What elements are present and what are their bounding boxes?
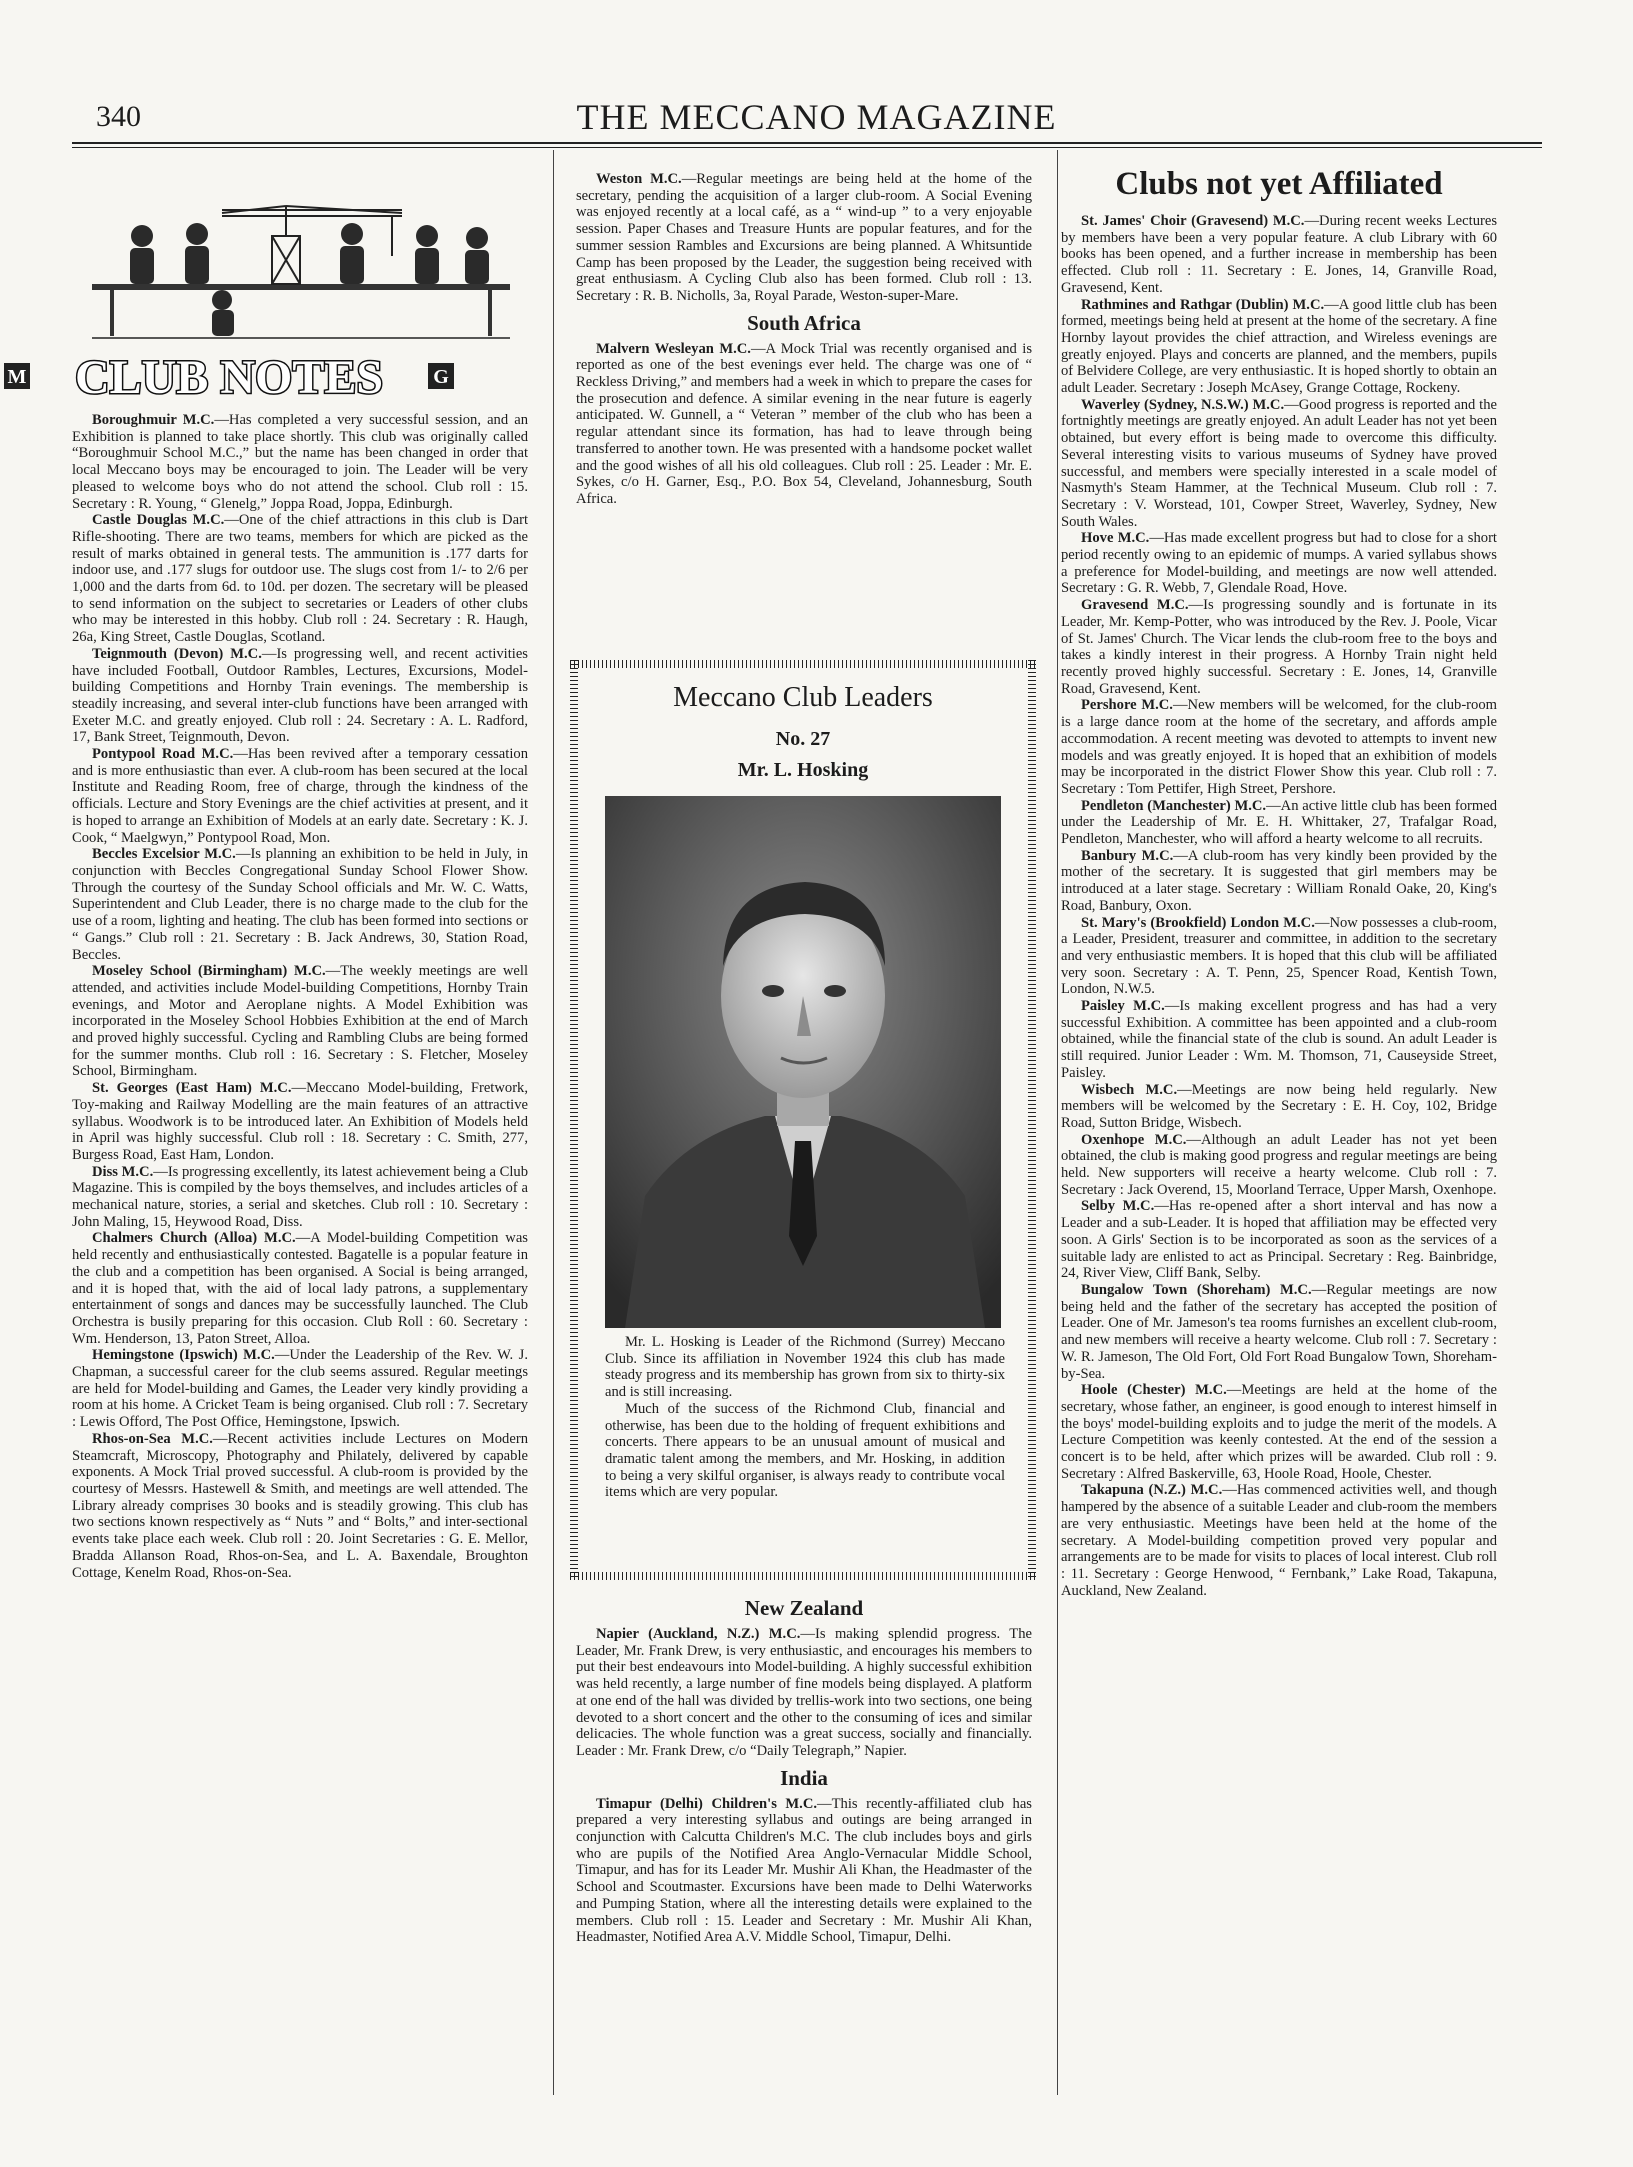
- club-name: Rathmines and Rathgar (Dublin) M.C.: [1081, 296, 1325, 313]
- club-name: Hemingstone (Ipswich) M.C.: [92, 1347, 275, 1364]
- club-name: St. Mary's (Brookfield) London M.C.: [1081, 914, 1315, 931]
- club-entry: [1061, 697, 1497, 797]
- club-entry: [576, 1796, 1032, 1946]
- club-entry: [72, 412, 528, 512]
- leaders-number: No. 27: [775, 728, 831, 750]
- magazine-title: THE MECCANO MAGAZINE: [576, 97, 1057, 137]
- column-2-top-entries: [576, 171, 1032, 305]
- club-text: —Recent activities include Lectures on Modern Steamcraft, Microscopy, Photography and Philately, delivered by capable exponents. A Mock Trial proved successful. A club-room is provided by the courtesy of Messrs. Hastewell & Smith, and meetings are well attended. The Library already comprises 30 books and is steadily growing. This club has two sections known respectively as “ Nuts ” and “ Bolts,” and inter-sectional events take place each week. Club roll : 20. Joint Secretaries : G. E. Mellor, Bradda Allanson Road, Rhos-on-Sea, and L. A. Baxendale, Broughton Cottage, Kenelm Road, Rhos-on-Sea.: [72, 1430, 528, 1581]
- club-entry: [576, 341, 1032, 508]
- club-name: Selby M.C.: [1081, 1198, 1155, 1215]
- club-text: —A Mock Trial was recently organised and is reported as one of the best evenings ever held. The charge was one of “ Reckless Driving,” and members had a week in which to prepare the cases for the prosecution and defence. A similar evening in the near future is eagerly anticipated. W. Gunnell, a “ Veteran ” member of the club who has been a regular attendant since its formation, has had to leave through being transferred to another town. He was presented with a handsome pocket wallet and the good wishes of all his old colleagues. Club roll : 25. Leader : Mr. E. Sykes, c/o H. Garner, Esq., P.O. Box 54, Cleveland, Johannesburg, South Africa.: [576, 340, 1033, 507]
- club-text: —Although an adult Leader has not yet been obtained, the club is making good progress and regular meetings are being held. New supporters will receive a hearty welcome. Club roll : 7. Secretary : Jack Overend, 15, Moorland Terrace, Upper Marsh, Oxenhope.: [1061, 1131, 1497, 1198]
- club-entry: [72, 746, 528, 846]
- club-entry: [1061, 848, 1497, 915]
- south-africa-heading: South Africa: [747, 310, 861, 335]
- club-text: —During recent weeks Lectures by members have been a very popular feature. A club Library with 60 books has been opened, and a further increase in membership has been effected. Club roll : 11. Secretary : E. Jones, 14, Granville Road, Gravesend, Kent.: [1061, 213, 1498, 296]
- club-entry: [1061, 1482, 1497, 1599]
- club-text: —One of the chief attractions in this club is Dart Rifle-shooting. There are two teams, members for which are picked as the result of marks obtained in general tests. The ammunition is .177 darts for indoor use, and .177 slugs for outdoor use. The slugs cost from 1/- to 2/6 per 1,000 and the darts from 6d. to 10d. per dozen. The secretary will be pleased to send information on the subject to secretaries or Leaders of other clubs who may be interested in this hobby. Club roll : 24. Secretary : R. Haugh, 26a, King Street, Castle Douglas, Scotland.: [72, 512, 528, 646]
- club-name: Takapuna (N.Z.) M.C.: [1081, 1482, 1223, 1499]
- club-text: —Is progressing excellently, its latest achievement being a Club Magazine. This is compiled by the boys themselves, and includes articles of a mechanical nature, stories, a serial and sketches. Club roll : 10. Secretary : John Maling, 15, Heywood Road, Diss.: [72, 1163, 528, 1230]
- club-name: Waverley (Sydney, N.S.W.) M.C.: [1081, 396, 1285, 413]
- header-rule-bottom: [72, 147, 1542, 148]
- club-entry: [576, 1626, 1032, 1760]
- club-name: Diss M.C.: [92, 1163, 154, 1180]
- club-name: Pendleton (Manchester) M.C.: [1081, 797, 1267, 814]
- box-border-right: [1028, 660, 1036, 1580]
- column-2: [576, 171, 1032, 508]
- india-heading: India: [780, 1765, 828, 1790]
- club-text: —The weekly meetings are well attended, and activities include Model-building Competitions, Hornby Train evenings, and Motor and Aeroplane nights. A Model Exhibition was incorporated in the Moseley School Hobbies Exhibition at the end of March and proved highly successful. Cycling and Rambling Clubs are being formed for the summer months. Club roll : 16. Secretary : S. Fletcher, Moseley School, Birmingham.: [72, 963, 528, 1080]
- club-entry: [1061, 597, 1497, 697]
- club-entry: [72, 1230, 528, 1347]
- club-text: —Meetings are held at the home of the secretary, whose father, an engineer, is good enough to interest himself in the boys' model-building exploits and to judge the merit of the models. A Lecture Competition was keenly contested. At the end of the session a concert is to be held, after which prizes will be awarded. Club roll : 9. Secretary : Alfred Baskerville, 63, Hoole Road, Hoole, Chester.: [1061, 1382, 1498, 1482]
- header-rule-top: [72, 142, 1542, 144]
- club-notes-title: CLUB NOTES: [74, 351, 384, 404]
- left-emblem: M: [7, 366, 27, 388]
- clubs-not-affiliated-heading: Clubs not yet Affiliated: [1115, 166, 1443, 202]
- club-name: Boroughmuir M.C.: [92, 412, 215, 428]
- box-border-left: [570, 660, 578, 1580]
- club-text: —Has been revived after a temporary cessation and is more enthusiastic than ever. A club-room has been secured at the local Institute and Reading Room, free of charge, through the kindness of the officials. Lecture and Story Evenings are the chief activities at present, and it is hoped to arrange an Exhibition of Models at an early date. Secretary : K. J. Cook, “ Maelgwyn,” Pontypool Road, Mon.: [72, 746, 528, 846]
- club-text: —Is progressing soundly and is fortunate in its Leader, Mr. Kemp-Potter, who was introduced by the Rev. J. Poole, Vicar of St. James' Church. The Vicar lends the club-room free to the boys and takes a kindly interest in their progress. A Hornby Train night held recently proved highly successful. Secretary : E. Jones, 14, Granville Road, Gravesend, Kent.: [1061, 597, 1497, 697]
- club-name: Malvern Wesleyan M.C.: [596, 340, 751, 357]
- club-entry: [1061, 915, 1497, 999]
- club-entry: [72, 1080, 528, 1164]
- club-text: —This recently-affiliated club has prepared a very interesting syllabus and outings are being arranged in conjunction with Calcutta Children's M.C. The club includes boys and girls who are pupils of the Notified Area Anglo-Vernacular Middle School, Timapur, and has for its Leader Mr. Mushir Ali Khan, the Headmaster of the School and Scoutmaster. Excursions have been made to Delhi Waterworks and Pumping Station, where all the interesting details were explained to the members. Club roll : 15. Leader and Secretary : Mr. Mushir Ali Khan, Headmaster, Notified Area A.V. Middle School, Timapur, Delhi.: [576, 1795, 1032, 1946]
- club-entry: [72, 1431, 528, 1581]
- box-border-top: [570, 660, 1036, 668]
- page-number: 340: [96, 100, 141, 133]
- club-text: —A good little club has been formed, meetings being held at present at the home of the secretary. A fine Hornby layout provides the chief attraction, and Wireless evenings are greatly enjoyed. Plays and concerts are planned, and the members, pupils of Belvidere College, are very enthusiastic. It is hoped shortly to obtain an adult Leader. Secretary : Joseph McAsey, Grange Cottage, Rockeny.: [1061, 296, 1497, 397]
- club-entry: [1061, 798, 1497, 848]
- club-text: —Regular meetings are now being held and the father of the secretary has accepted the position of Leader. One of Mr. Jameson's tea rooms furnishes an excellent club-room, and new members will receive a hearty welcome. Club roll : 7. Secretary : W. R. Jameson, The Old Fort, Old Fort Road Bungalow Town, Shoreham-by-Sea.: [1061, 1282, 1497, 1382]
- club-entry: [576, 171, 1032, 305]
- club-name: St. James' Choir (Gravesend) M.C.: [1081, 213, 1305, 229]
- india-entries: [576, 1796, 1032, 1946]
- club-name: Chalmers Church (Alloa) M.C.: [92, 1230, 296, 1247]
- box-border-bottom: [570, 1572, 1036, 1580]
- club-leaders-box: [570, 660, 1036, 1580]
- club-text: —Has completed a very successful session, and an Exhibition is planned to take place shortly. This club was originally called “Boroughmuir School M.C.,” but the name has been changed in order that local Meccano boys may be encouraged to join. The Leader will be very pleased to welcome boys who do not attend the school. Club roll : 15. Secretary : R. Young, “ Glenelg,” Joppa Road, Joppa, Edinburgh.: [72, 412, 528, 512]
- leaders-title: Meccano Club Leaders: [673, 682, 933, 713]
- club-entry: [72, 646, 528, 746]
- club-entry: [1061, 213, 1497, 297]
- club-entry: [72, 1347, 528, 1431]
- right-emblem: G: [433, 366, 449, 388]
- club-text: —New members will be welcomed, for the club-room is a large dance room at the home of the secretary, and affords ample accommodation. A recent meeting was devoted to attempts to invent new models and was greatly enjoyed. It is hoped that an exhibition of models may be incorporated in the district Flower Show this year. Club roll : 7. Secretary : Tom Pettifer, High Street, Pershore.: [1061, 697, 1497, 797]
- club-text: —A club-room has very kindly been provided by the mother of the secretary. It is suggested that girl members may be introduced at a later stage. Secretary : William Ronald Oake, 20, King's Road, Banbury, Oxon.: [1061, 847, 1497, 914]
- south-africa-entries: [576, 341, 1032, 508]
- club-name: Castle Douglas M.C.: [92, 512, 225, 529]
- club-text: —Under the Leadership of the Rev. W. J. Chapman, a successful career for the club seems assured. Regular meetings are held for Model-building and Games, the Leader very kindly providing a room at his home. A Cricket Team is being organised. Club roll : 7. Secretary : Lewis Offord, The Post Office, Hemingstone, Ipswich.: [72, 1347, 528, 1431]
- club-entry: [1061, 1082, 1497, 1132]
- leaders-name: Mr. L. Hosking: [737, 759, 869, 781]
- club-text: —Is making excellent progress and has had a very successful Exhibition. A committee has been appointed and a club-room obtained, while the financial state of the club is sound. An adult Leader is still required. Junior Leader : Wm. M. Thomson, 71, Causeyside Street, Paisley.: [1061, 998, 1497, 1081]
- club-text: —Meccano Model-building, Fretwork, Toy-making and Railway Modelling are the main features of an attractive syllabus. Woodwork is to be introduced later. An Exhibition of Models held in April was highly successful. Club roll : 18. Secretary : C. Smith, 277, Burgess Road, East Ham, London.: [72, 1080, 529, 1163]
- club-entry: [72, 846, 528, 963]
- column-divider-left: [553, 150, 554, 2095]
- club-entry: [1061, 998, 1497, 1082]
- club-text: —Is planning an exhibition to be held in July, in conjunction with Beccles Congregational Sunday School Flower Show. Through the courtesy of the Sunday School officials and Mr. W. C. Watts, Superintendent and Club Leader, there is no charge made to the club for the use of a room, lighting and heating. The club has been formed into sections or “ Gangs.” Club roll : 21. Secretary : B. Jack Andrews, 30, Station Road, Beccles.: [72, 846, 528, 963]
- club-text: —Has commenced activities well, and though hampered by the absence of a suitable Leader and club-room the members are very enthusiastic. Meetings have been held at the home of the secretary. A Model-building competition proved very popular and arrangements are to be made for visits to places of local interest. Club roll : 11. Secretary : George Henwood, “ Fernbank,” Lake Road, Takapuna, Auckland, New Zealand.: [1061, 1482, 1497, 1599]
- club-text: —A Model-building Competition was held recently and enthusiastically contested. Bagatelle is a popular feature in the club and a competition has been organised. A Social is being arranged, and it is hoped that, with the aid of local lady patrons, a supplementary entertainment of songs and dances may be successfully launched. The Club Orchestra is busily preparing for this occasion. Club Roll : 60. Secretary : Wm. Henderson, 13, Paton Street, Alloa.: [72, 1230, 528, 1347]
- club-name: Hove M.C.: [1081, 530, 1150, 547]
- club-text: —Is making splendid progress. The Leader, Mr. Frank Drew, is very enthusiastic, and encourages his members to put their best endeavours into Model-building. A highly successful exhibition was held recently, a large number of fine models being displayed. A platform at one end of the hall was divided by trellis-work into two sections, one being devoted to a short concert and the other to the consuming of ices and similar delicacies. The whole function was a great success, socially and financially. Leader : Mr. Frank Drew, c/o “Daily Telegraph,” Napier.: [576, 1626, 1032, 1759]
- club-entry: [72, 1164, 528, 1231]
- club-entry: [1061, 530, 1497, 597]
- new-zealand-entries: [576, 1626, 1032, 1760]
- club-entry: [1061, 1132, 1497, 1199]
- club-name: Pontypool Road M.C.: [92, 746, 234, 763]
- column-2-lower: [576, 1590, 1032, 1946]
- club-name: Beccles Excelsior M.C.: [92, 846, 236, 863]
- club-entry: [1061, 1198, 1497, 1282]
- club-name: Hoole (Chester) M.C.: [1081, 1382, 1227, 1399]
- club-name: Rhos-on-Sea M.C.: [92, 1430, 213, 1447]
- club-entry: [1061, 1282, 1497, 1382]
- club-text: —Good progress is reported and the fortnightly meetings are greatly enjoyed. An adult Leader has not yet been obtained, but every effort is being made to overcome this difficulty. Several interesting visits to various museums of Sydney have proved successful, and members were specially interested in a scale model of Nasmyth's Steam Hammer, at the Technical Museum. Club roll : 7. Secretary : V. Worstead, 101, Cowper Street, Waverley, Sydney, New South Wales.: [1061, 396, 1497, 530]
- club-name: Timapur (Delhi) Children's M.C.: [596, 1795, 818, 1812]
- club-entry: [1061, 297, 1497, 397]
- club-name: St. Georges (East Ham) M.C.: [92, 1080, 292, 1097]
- club-entry: [72, 512, 528, 646]
- club-text: —Has made excellent progress but had to close for a short period recently owing to an epidemic of mumps. A varied syllabus shows a preference for Model-building, and meetings are now well attended. Secretary : G. R. Webb, 7, Glendale Road, Hove.: [1061, 530, 1497, 597]
- club-name: Wisbech M.C.: [1081, 1081, 1178, 1098]
- new-zealand-heading: New Zealand: [744, 1596, 864, 1620]
- club-text: —Regular meetings are being held at the home of the secretary, pending the acquisition of a larger club-room. A Social Evening was enjoyed recently at a local café, as a “ wind-up ” to a very enjoyable session. Paper Chases and Treasure Hunts are popular features, and for the summer session Rambles and Excursions are being planned. A Whitsuntide Camp has been proposed by the Leader, the suggestion being received with great enthusiasm. A Cycling Club also has been formed. Club roll : 13. Secretary : R. B. Nicholls, 3a, Royal Parade, Weston-super-Mare.: [576, 171, 1032, 304]
- club-entry: [1061, 397, 1497, 531]
- club-name: Bungalow Town (Shoreham) M.C.: [1081, 1282, 1312, 1298]
- club-name: Napier (Auckland, N.Z.) M.C.: [596, 1626, 801, 1642]
- leader-caption: [605, 1334, 1005, 1501]
- club-name: Banbury M.C.: [1081, 847, 1174, 864]
- club-entry: [1061, 1382, 1497, 1482]
- leader-portrait: [605, 796, 1001, 1328]
- club-text: —Now possesses a club-room, a Leader, President, treasurer and committee, in addition to the secretary and very enthusiastic members. It is hoped that this club will be affiliated very soon. Secretary : A. T. Penn, 25, Spencer Road, Kentish Town, London, N.W.5.: [1061, 914, 1498, 998]
- club-name: Oxenhope M.C.: [1081, 1131, 1187, 1148]
- club-text: —An active little club has been formed under the Leadership of Mr. E. H. Whittaker, 27, Trafalgar Road, Pendleton, Manchester, who will afford a hearty welcome to all recruits.: [1061, 797, 1497, 848]
- club-entry: [72, 963, 528, 1080]
- club-name: Pershore M.C.: [1081, 697, 1173, 714]
- club-text: —Meetings are now being held regularly. New members will be welcomed by the Secretary : E. H. Coy, 102, Bridge Road, Sutton Bridge, Wisbech.: [1061, 1081, 1497, 1131]
- club-notes-title-bar: [0, 345, 458, 405]
- club-notes-illustration: [72, 196, 530, 346]
- club-name: Teignmouth (Devon) M.C.: [92, 645, 262, 662]
- leader-caption-paragraph-2: Much of the success of the Richmond Club, financial and otherwise, has been due to the holding of frequent exhibitions and concerts. There appears to be an unusual amount of musical and dramatic talent among the members, and Mr. Hosking, in addition to being a very skilful organiser, is always ready to contribute vocal items which are very popular.: [605, 1400, 1005, 1501]
- club-name: Moseley School (Birmingham) M.C.: [92, 963, 326, 980]
- club-text: —Has re-opened after a short interval and has now a Leader and a sub-Leader. It is hoped that affiliation may be effected very soon. A Girls' Section is to be incorporated as soon as the services of a suitable lady are enlisted to act as Principal. Secretary : Reg. Bainbridge, 24, River View, Cliff Bank, Selby.: [1061, 1198, 1497, 1282]
- column-divider-right: [1057, 150, 1058, 2095]
- club-name: Weston M.C.: [596, 171, 682, 187]
- column-3: [1061, 213, 1497, 1599]
- column-1: [72, 412, 528, 1581]
- club-name: Paisley M.C.: [1081, 998, 1165, 1015]
- leader-caption-paragraph-1: Mr. L. Hosking is Leader of the Richmond (Surrey) Meccano Club. Since its affiliation in November 1924 this club has made steady progress and its membership has grown from six to thirty-six and is still increasing.: [605, 1334, 1005, 1401]
- club-text: —Is progressing well, and recent activities have included Football, Outdoor Rambles, Lectures, Excursions, Model-building Competitions and Hornby Train evenings. The membership is steadily increasing, and several inter-club functions have been arranged with Exeter M.C. and greatly enjoyed. Club roll : 24. Secretary : A. L. Radford, 17, Bank Street, Teignmouth, Devon.: [72, 645, 528, 746]
- club-name: Gravesend M.C.: [1081, 597, 1189, 614]
